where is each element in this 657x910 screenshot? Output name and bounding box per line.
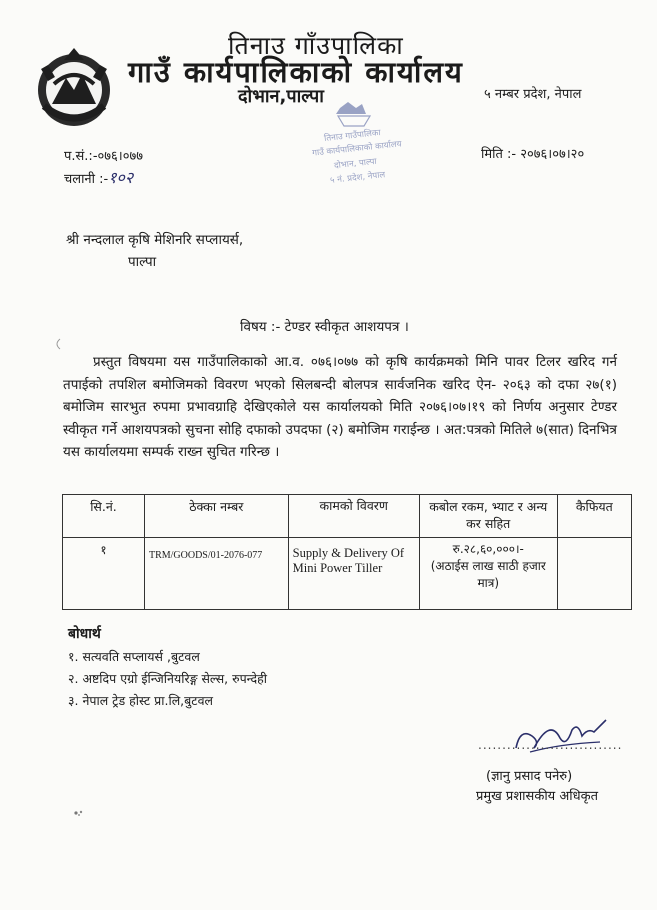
header-serial: सि.नं. bbox=[63, 495, 145, 538]
amount-in-words: (अठाईस लाख साठी हजार मात्र) bbox=[430, 559, 546, 590]
municipality-name: तिनाउ गाँउपालिका bbox=[228, 31, 404, 60]
signature-line: .............................. bbox=[478, 738, 623, 752]
cell-contract-number: TRM/GOODS/01-2076-077 bbox=[144, 538, 288, 610]
office-name: गाउँ कार्यपालिकाको कार्यालय bbox=[128, 55, 464, 89]
province-label: ५ नम्बर प्रदेश, नेपाल bbox=[484, 87, 582, 102]
dispatch-value: १०२ bbox=[108, 168, 134, 187]
cell-work-description: Supply & Delivery Of Mini Power Tiller bbox=[288, 538, 419, 610]
list-item: ३. नेपाल ट्रेड होस्ट प्रा.लि,बुटवल bbox=[68, 693, 214, 708]
office-location: दोभान,पाल्पा bbox=[238, 86, 324, 107]
header-contract-number: ठेक्का नम्बर bbox=[144, 495, 288, 538]
amount-figure: रु.२८,६०,०००।- bbox=[452, 542, 524, 556]
table-header-row bbox=[63, 495, 632, 538]
subject-line: विषय :- टेण्डर स्वीकृत आशयपत्र । bbox=[240, 319, 409, 335]
letter-date bbox=[481, 144, 584, 162]
copy-to-title: बोधार्थ bbox=[68, 626, 101, 642]
stamp-line-3: दोभान, पाल्पा bbox=[333, 156, 378, 172]
header-remarks: कैफियत bbox=[557, 495, 631, 538]
date-label: मिति :- bbox=[481, 147, 517, 162]
letter-body: प्रस्तुत विषयमा यस गाउँपालिकाको आ.व. ०७६।०७७ को कृषि कार्यक्रमको मिनि पावर टिलर खरिद गर्न तपाईको तपशिल बमोजिमको विवरण भएको सिलबन्दी बोलपत्र सार्वजनिक खरिद ऐन- २०६३ को दफा २७(१) बमोजिम सारभुत रुपमा प्रभावग्राहि देखिएकोले यस कार्यालयको मिति २०७६।०७।१९ को निर्णय अनुसार टेण्डर स्वीकृत गर्ने आशयपत्रको सुचना सोहि दफाको उपदफा (२) बमोजिम गराईन्छ । अत:पत्रको मितिले ७(सात) दिनभित्र यस कार्यालयमा सम्पर्क राख्न सुचित गरिन्छ । bbox=[63, 354, 617, 460]
cell-bid-amount bbox=[419, 538, 557, 610]
signatory-title: प्रमुख प्रशासकीय अधिकृत bbox=[476, 789, 599, 804]
list-item: २. अष्टदिप एग्रो ईन्जिनियरिङ्ग सेल्स, रुपन्देही bbox=[68, 671, 268, 686]
dispatch-label: चलानी :- bbox=[64, 172, 109, 187]
reference-label: प.सं.:- bbox=[64, 149, 98, 164]
office-stamp bbox=[292, 100, 414, 192]
date-value: २०७६।०७।२० bbox=[520, 147, 585, 162]
dispatch-number bbox=[64, 166, 133, 188]
recipient-name: श्री नन्दलाल कृषि मेशिनरि सप्लायर्स, bbox=[66, 232, 244, 248]
scan-mark-icon bbox=[52, 338, 62, 350]
list-item: १. सत्यवति सप्लायर्स ,बुटवल bbox=[68, 649, 200, 664]
header-work-description: कामको विवरण bbox=[288, 495, 419, 538]
tender-table bbox=[62, 494, 632, 610]
cell-serial: १ bbox=[63, 538, 145, 610]
copy-to-list bbox=[68, 646, 267, 712]
cell-remarks bbox=[557, 538, 631, 610]
emblem-logo bbox=[30, 44, 118, 132]
header-bid-amount: कबोल रकम, भ्याट र अन्य कर सहित bbox=[419, 495, 557, 538]
stamp-line-4: ५ नं. प्रदेश, नेपाल bbox=[329, 170, 386, 186]
scan-speck-icon bbox=[72, 808, 86, 818]
table-row bbox=[63, 538, 632, 610]
stamp-line-1: तिनाउ गाउँपालिका bbox=[323, 128, 382, 144]
recipient-place: पाल्पा bbox=[128, 254, 157, 270]
signatory-name: (ज्ञानु प्रसाद पनेरु) bbox=[486, 769, 573, 784]
reference-number bbox=[64, 146, 143, 164]
reference-value: ०७६।०७७ bbox=[97, 149, 144, 164]
stamp-line-2: गाउँ कार्यपालिकाको कार्यालय bbox=[311, 139, 403, 159]
